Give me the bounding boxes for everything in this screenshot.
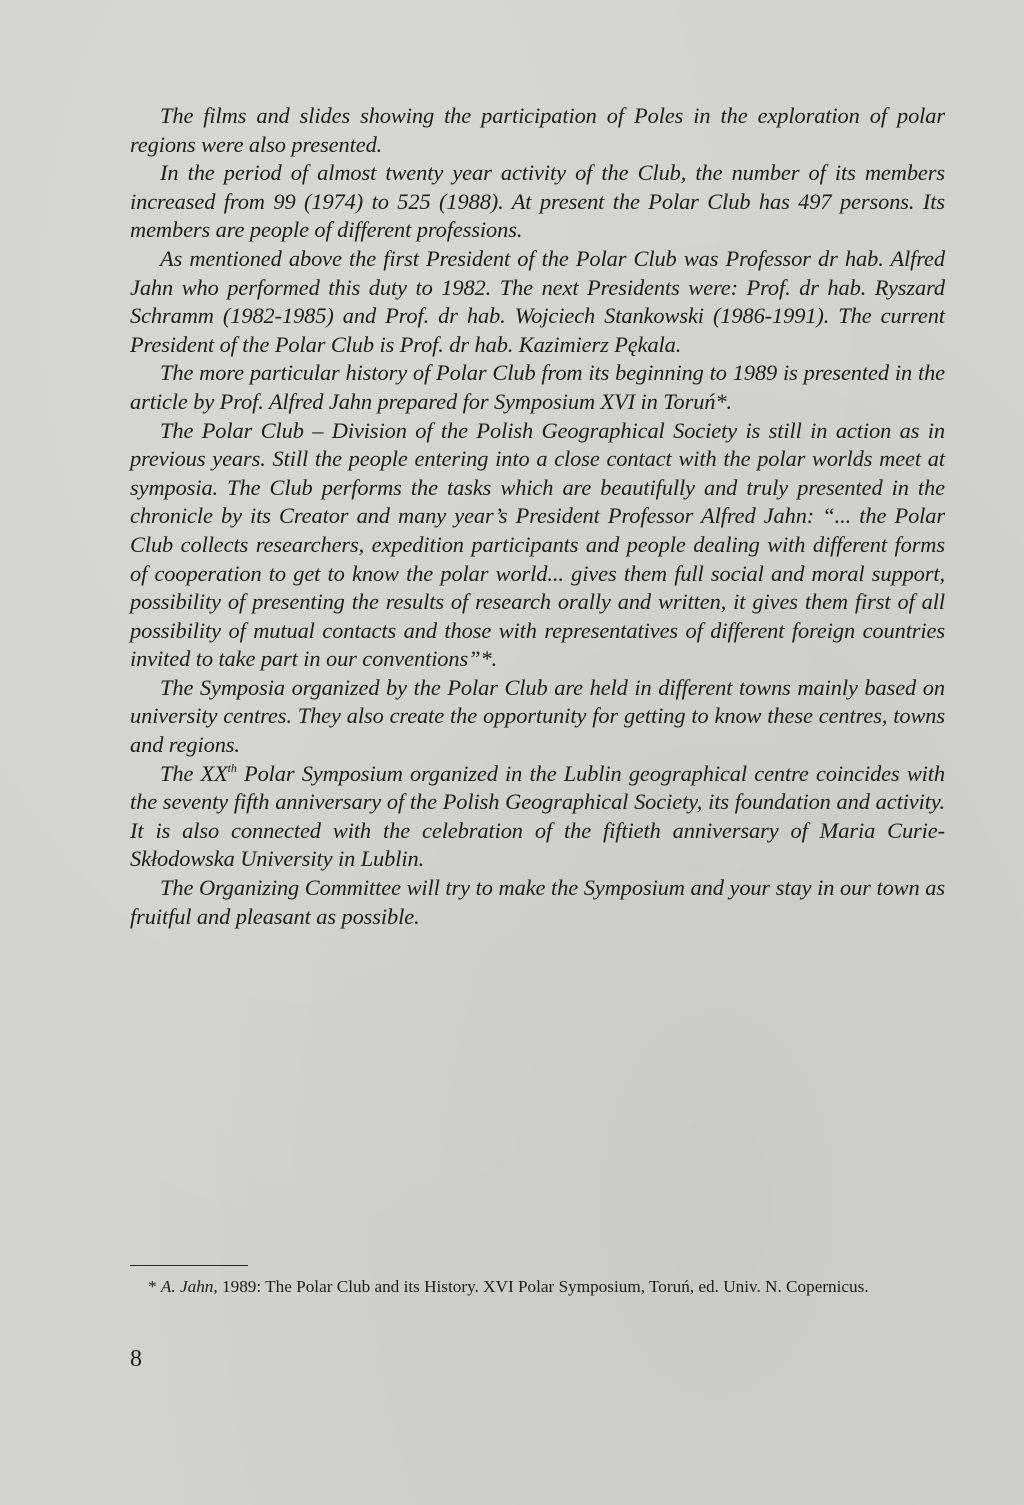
paragraph-club-history: The more particular history of Polar Club from its beginning to 1989 is presented in the article by Prof. Alfred Jahn prepared for Symposium XVI in Toruń*. [130, 360, 945, 414]
paragraph-membership: In the period of almost twenty year activity of the Club, the number of its members increased from 99 (1974) to 525 (1988). At present the Polar Club has 497 persons. Its members are people of different professions. [130, 160, 945, 243]
paragraph-symposia: The Symposia organized by the Polar Club are held in different towns mainly based on university centres. They also create the opportunity for getting to know these centres, towns and regions. [130, 674, 945, 758]
paragraph-films-slides: The films and slides showing the participation of Poles in the exploration of polar regions were also presented. [130, 103, 945, 157]
xx-symposium-text-start: The XX [160, 760, 228, 786]
paragraph-club-activity: The Polar Club – Division of the Polish Geographical Society is still in action as in previous years. Still the people entering into a close contact with the polar worlds meet at symposia. The Club performs the tasks which are beautifully and truly presented in the chronicle by its Creator and many year’s President Professor Alfred Jahn: “... the Polar Club collects researchers, expedition participants and people dealing with different forms of cooperation to get to know the polar world... gives them full social and moral support, possibility of presenting the results of research orally and written, it gives them first of all possibility of mutual contacts and those with representatives of different foreign countries invited to take part in our conventions”*. [130, 417, 945, 672]
ordinal-superscript: th [227, 760, 237, 775]
paragraph-presidents: As mentioned above the first President of the Polar Club was Professor dr hab. Alfred Jahn who performed this duty to 1982. The next Presidents were: Prof. dr hab. Ryszard Schramm (1982-1985) and Prof. dr hab. Wojciech Stankowski (1986-1991). The current President of the Polar Club is Prof. dr hab. Kazimierz Pękala. [130, 245, 945, 357]
footnote-divider [130, 1265, 248, 1266]
footnote-marker: * [148, 1277, 161, 1296]
footnote [130, 1273, 945, 1300]
paragraph-organizing-committee: The Organizing Committee will try to make the Symposium and your stay in our town as fruitful and pleasant as possible. [130, 875, 945, 929]
paragraph-xx-symposium [130, 760, 945, 874]
body-text [130, 102, 945, 931]
footnote-citation: , 1989: The Polar Club and its History. XVI Polar Symposium, Toruń, ed. Univ. N. Copernicus. [213, 1277, 869, 1296]
footnote-author: A. Jahn [160, 1277, 214, 1296]
xx-symposium-text-rest: Polar Symposium organized in the Lublin geographical centre coincides with the seventy fifth anniversary of the Polish Geographical Society, its foundation and activity. It is also connected with the celebration of the fiftieth anniversary of Maria Curie-Skłodowska University in Lublin. [130, 760, 945, 872]
page-number: 8 [130, 1346, 142, 1372]
